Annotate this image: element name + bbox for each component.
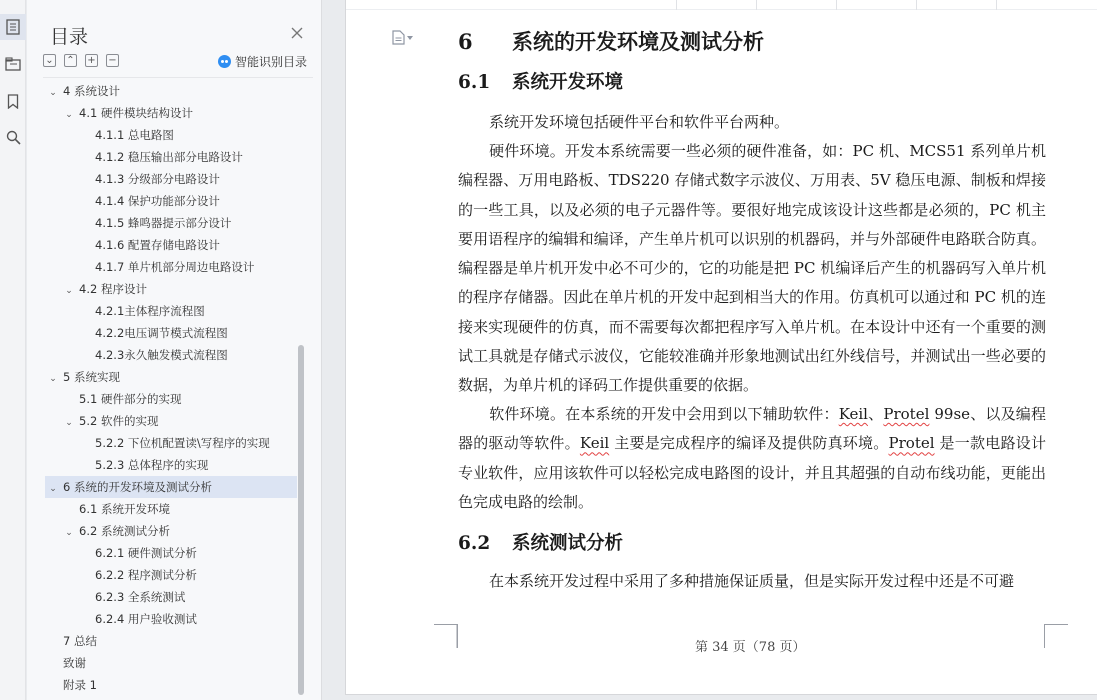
chevron-down-icon[interactable]: ⌄ <box>49 88 57 98</box>
smart-toc-button[interactable] <box>218 53 307 70</box>
chevron-down-icon[interactable]: ⌄ <box>65 528 73 538</box>
toc-panel <box>27 0 322 700</box>
spellcheck-word[interactable]: Protel <box>883 405 930 423</box>
toc-item[interactable]: 4.1.4 保护功能部分设计 <box>95 194 220 208</box>
toc-item[interactable]: ⌄ 4.1 硬件模块结构设计 <box>45 102 297 124</box>
toc-item[interactable]: 5.1 硬件部分的实现 <box>79 392 182 406</box>
close-icon[interactable] <box>290 25 306 41</box>
page-top-edge <box>346 0 1097 10</box>
toc-item[interactable]: ⌄ 6.2 系统测试分析 <box>45 520 297 542</box>
toc-item[interactable]: 4.2.1主体程序流程图 <box>95 304 205 318</box>
side-rail <box>0 0 26 700</box>
spellcheck-word[interactable]: Keil <box>579 434 610 453</box>
toc-scrollbar[interactable] <box>297 79 305 700</box>
add-heading-button[interactable]: + <box>85 54 98 67</box>
paragraph: 在本系统开发过程中采用了多种措施保证质量，但是实际开发过程中还是不可避 <box>489 572 1015 590</box>
collapse-all-button[interactable]: ⌄ <box>43 54 56 67</box>
paragraph: 软件环境。在本系统的开发中会用到以下辅助软件：Keil、Protel 99se、以及编程器的驱动等软件。Keil 主要是完成程序的编译及提供防真环境。Protel 是一款电路设计专业软件，应用该软件可以轻松完成电路图的设计，并且其超强的自动布线功能，更能出色完成电路的绘制。 <box>458 405 1046 511</box>
ruler-tick <box>756 0 757 10</box>
section-heading-6-1: 6.1 系统开发环境 <box>458 72 624 93</box>
toc-toolbar <box>43 54 119 67</box>
section-heading-6-2: 6.2 系统测试分析 <box>458 533 624 554</box>
expand-all-button[interactable]: ⌃ <box>64 54 77 67</box>
toc-item[interactable]: 5.2.3 总体程序的实现 <box>95 458 209 472</box>
chevron-down-icon[interactable]: ⌄ <box>65 286 73 296</box>
toc-item[interactable]: 5.2.2 下位机配置读\写程序的实现 <box>95 436 270 450</box>
ruler-tick <box>996 0 997 10</box>
toc-item[interactable]: 6.2.3 全系统测试 <box>95 590 186 604</box>
spellcheck-word[interactable]: Protel <box>888 434 935 453</box>
toc-item[interactable]: 7 总结 <box>63 634 97 648</box>
toc-item[interactable]: 4.1.7 单片机部分周边电路设计 <box>95 260 255 274</box>
smart-toc-label: 智能识别目录 <box>235 55 308 69</box>
bookmark-icon[interactable] <box>0 88 26 114</box>
toc-item[interactable]: 6.2.1 硬件测试分析 <box>95 546 197 560</box>
toc-item[interactable]: 4.1.1 总电路图 <box>95 128 174 142</box>
toc-item[interactable]: 致谢 <box>63 656 86 670</box>
toc-item[interactable]: 4.2.3永久触发模式流程图 <box>95 348 228 362</box>
toc-item[interactable]: 4.1.5 蜂鸣器提示部分设计 <box>95 216 232 230</box>
paragraph-menu-icon[interactable] <box>392 30 413 45</box>
chevron-down-icon[interactable]: ⌄ <box>49 374 57 384</box>
toc-item[interactable]: 6.1 系统开发环境 <box>79 502 170 516</box>
chapter-heading: 6 系统的开发环境及测试分析 <box>458 29 764 54</box>
toc-list <box>45 79 297 700</box>
toc-item[interactable]: 4.1.2 稳压输出部分电路设计 <box>95 150 243 164</box>
page-corner-mark <box>434 624 458 648</box>
toc-item[interactable]: 附录 1 <box>63 678 97 692</box>
ruler-tick <box>676 0 677 10</box>
page-corner-mark <box>1044 624 1068 648</box>
chevron-down-icon[interactable]: ⌄ <box>49 484 57 494</box>
toc-item[interactable]: 4.1.3 分级部分电路设计 <box>95 172 220 186</box>
toc-item-selected[interactable]: ⌄ 6 系统的开发环境及测试分析 <box>45 476 297 498</box>
nav-pane-icon[interactable] <box>0 51 26 77</box>
toc-item[interactable]: 4.1.6 配置存储电路设计 <box>95 238 220 252</box>
toc-item[interactable]: 4.2.2电压调节模式流程图 <box>95 326 228 340</box>
chevron-down-icon[interactable]: ⌄ <box>65 418 73 428</box>
divider <box>43 77 313 78</box>
ruler-tick <box>836 0 837 10</box>
paragraph: 硬件环境。开发本系统需要一些必须的硬件准备，如：PC 机、MCS51 系列单片机编程器、万用电路板、TDS220 存储式数字示波仪、万用表、5V 稳压电源、制板和焊接的一些工具，以及必须的电子元器件等。要很好地完成该设计这些都是必须的，PC 机主要用语程序的编辑和编译，产生单片机可以识别的机器码，并与外部硬件电路联合防真。编程器是单片机开发中必不可少的，它的功能是把 PC 机编译后产生的机器码写入单片机的程序存储器。因此在单片机的开发中起到相当大的作用。仿真机可以通过和 PC 机的连接来实现硬件的仿真，而不需要每次都把程序写入单片机。在本设计中还有一个重要的测试工具就是存储式示波仪，它能较准确并形象地测试出红外线信号，并测试出一些必要的数据，为单片机的译码工作提供重要的依据。 <box>458 142 1046 395</box>
remove-heading-button[interactable]: − <box>106 54 119 67</box>
toc-item[interactable]: 6.2.2 程序测试分析 <box>95 568 197 582</box>
search-icon[interactable] <box>0 124 26 150</box>
document-page[interactable] <box>345 0 1097 700</box>
toc-item[interactable]: ⌄ 5.2 软件的实现 <box>45 410 297 432</box>
toc-item[interactable]: ⌄ 4.2 程序设计 <box>45 278 297 300</box>
toc-title: 目录 <box>50 26 89 48</box>
spellcheck-word[interactable]: Keil <box>838 405 868 423</box>
smart-icon <box>218 55 231 68</box>
document-area <box>323 0 1097 700</box>
ruler-tick <box>916 0 917 10</box>
toc-item[interactable]: ⌄ 4 系统设计 <box>45 80 297 102</box>
toc-item[interactable]: 6.2.4 用户验收测试 <box>95 612 197 626</box>
paragraph: 系统开发环境包括硬件平台和软件平台两种。 <box>489 113 790 131</box>
page-number-footer: 第 34 页（78 页） <box>695 640 806 655</box>
toc-icon[interactable] <box>0 14 26 40</box>
toc-item[interactable]: ⌄ 5 系统实现 <box>45 366 297 388</box>
page-gap <box>345 694 1097 700</box>
toc-scrollbar-thumb[interactable] <box>298 345 304 695</box>
chevron-down-icon[interactable]: ⌄ <box>65 110 73 120</box>
